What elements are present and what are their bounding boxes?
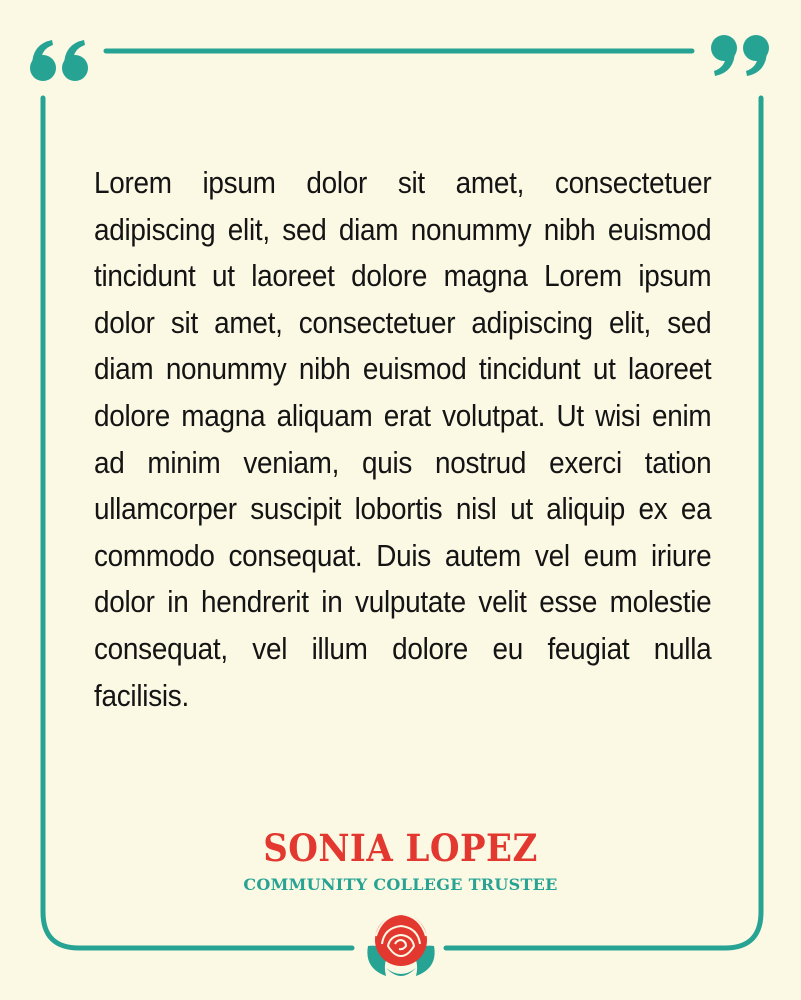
rose-icon xyxy=(362,906,440,982)
speaker-role: COMMUNITY COLLEGE TRUSTEE xyxy=(243,875,558,894)
speaker-name: SONIA LOPEZ xyxy=(263,826,538,870)
close-quote-icon xyxy=(707,30,771,86)
quote-text: Lorem ipsum dolor sit amet, consectetuer adipiscing elit, sed diam nonummy nibh euismod tincidunt ut laoreet dolore magna Lorem ipsum dolor sit amet, consectetuer adipiscing elit, sed diam nonummy nibh euismod tincidunt ut laoreet dolore magna aliquam erat volutpat. Ut wisi enim ad minim veniam, quis nostrud exerci tation ullamcorper suscipit lobortis nisl ut aliquip ex ea commodo consequat. Duis autem vel eum iriure dolor in hendrerit in vulputate velit esse molestie consequat, vel illum dolore eu feugiat nulla facilisis. xyxy=(94,165,712,713)
open-quote-icon xyxy=(28,30,92,86)
